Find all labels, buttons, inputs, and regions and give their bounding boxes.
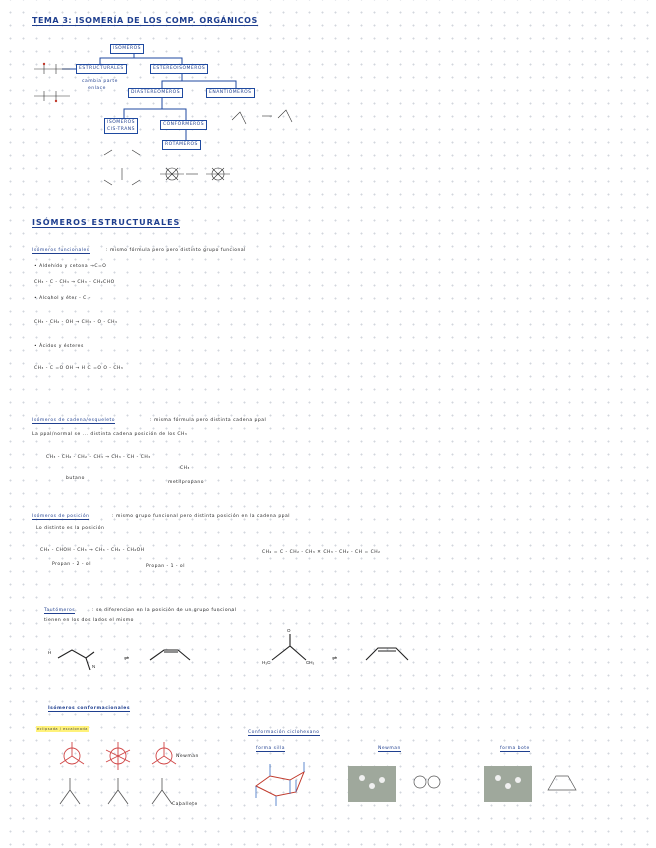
tree-note-2: enlace — [88, 86, 106, 91]
posicion-line-1: CH₃ - CHOH - CH₃ → CH₃ - CH₂ - CH₂OH — [40, 548, 145, 553]
posicion-line-2: Propan - 2 - ol — [52, 562, 91, 567]
func-item-6: CH₃ - C =O OH → H C =O O - CH₃ — [34, 366, 124, 371]
section-conformational: Isómeros conformacionales — [48, 706, 131, 711]
func-item-2: CH₃ - C - CH₃ → CH₃ - CH₂CHO — [34, 280, 115, 285]
tree-note-1: cambia parte — [82, 79, 118, 84]
highlight-note: eclipsada / escalonada — [37, 727, 88, 731]
func-item-5: • Ácidos y ésteres — [34, 344, 84, 349]
label-silla: forma silla — [256, 746, 286, 751]
taut-O: O — [287, 628, 291, 633]
taut-N1: N — [92, 664, 96, 669]
func-item-3: • Alcohol y éter - C - — [34, 296, 91, 301]
label-bote: forma bote — [500, 746, 530, 751]
svg-text:⇌: ⇌ — [124, 656, 130, 662]
taut-CH3-right: CH₃ — [306, 660, 315, 665]
cyclohexane-title: Conformación ciclohexano — [248, 730, 320, 735]
note-posicion: Lo distinto es la posición — [36, 526, 105, 531]
label-caballete: Caballete — [172, 802, 198, 807]
cistrans-line1: ISÓMEROS — [107, 120, 135, 125]
func-item-1: • Aldehído y cetona →C=O — [34, 264, 107, 269]
page-title: TEMA 3: ISOMERÍA DE LOS COMP. ORGÁNICOS — [32, 16, 258, 25]
box-isomeros: ISÓMEROS — [110, 44, 144, 54]
cistrans-line2: CIS-TRANS — [107, 127, 136, 132]
def-tautomeros: : se diferencian en la posición de un grupo funcional — [92, 608, 237, 613]
cadena-line-4: metilpropano — [168, 480, 204, 485]
label-cadena: Isómeros de cadena/esqueleto — [32, 418, 116, 423]
box-conformeros: CONFÓRMEROS — [160, 120, 207, 130]
svg-text:⇌: ⇌ — [332, 656, 338, 662]
taut-H1: H — [48, 650, 52, 655]
cadena-line-3: butano — [66, 476, 85, 481]
def-funcionales: : mismo fórmula pero pero distinto grupo funcional — [106, 248, 246, 253]
def-posicion: : mismo grupo funcional pero distinta posición en la cadena ppal — [112, 514, 291, 519]
note-cadena: La ppal/normal se ... distinta cadena posición de los CH₃ — [32, 432, 188, 437]
label-funcionales: Isómeros funcionales — [32, 248, 90, 253]
label-newman: Newman — [176, 754, 199, 759]
func-item-4: CH₃ - CH₂ - OH → CH₃ - O - CH₃ — [34, 320, 118, 325]
section-structural: ISÓMEROS ESTRUCTURALES — [32, 218, 181, 227]
taut-CH3-left: H₃C — [262, 660, 271, 665]
box-enantiomeros: ENANTIÓMEROS — [206, 88, 255, 98]
label-posicion: Isómeros de posición — [32, 514, 90, 519]
box-rotameros: ROTÁMEROS — [162, 140, 201, 150]
cadena-line-1: CH₃ - CH₂ - CH₂ - CH₃ → CH₃ - CH - CH₃ — [46, 455, 151, 460]
def-cadena: : misma fórmula pero distinta cadena ppal — [150, 418, 267, 423]
box-estructurales: ESTRUCTURALES — [76, 64, 127, 74]
posicion-line-4: CH₂ = C - CH₂ - CH₃ ✕ CH₃ - CH₂ - CH = CH₂ — [262, 550, 381, 555]
label-tautomeros: Tautómeros — [44, 608, 76, 613]
posicion-line-3: Propan - 1 - ol — [146, 564, 185, 569]
box-estereoisomeros: ESTEREOISÓMEROS — [150, 64, 208, 74]
label-newman-cyclo: Newman — [378, 746, 401, 751]
cadena-line-2: CH₃ — [180, 466, 190, 471]
box-diastereomeros: DIASTEREÓMEROS — [128, 88, 183, 98]
note-tautomeros: tienen en los dos lados el mismo — [44, 618, 134, 623]
